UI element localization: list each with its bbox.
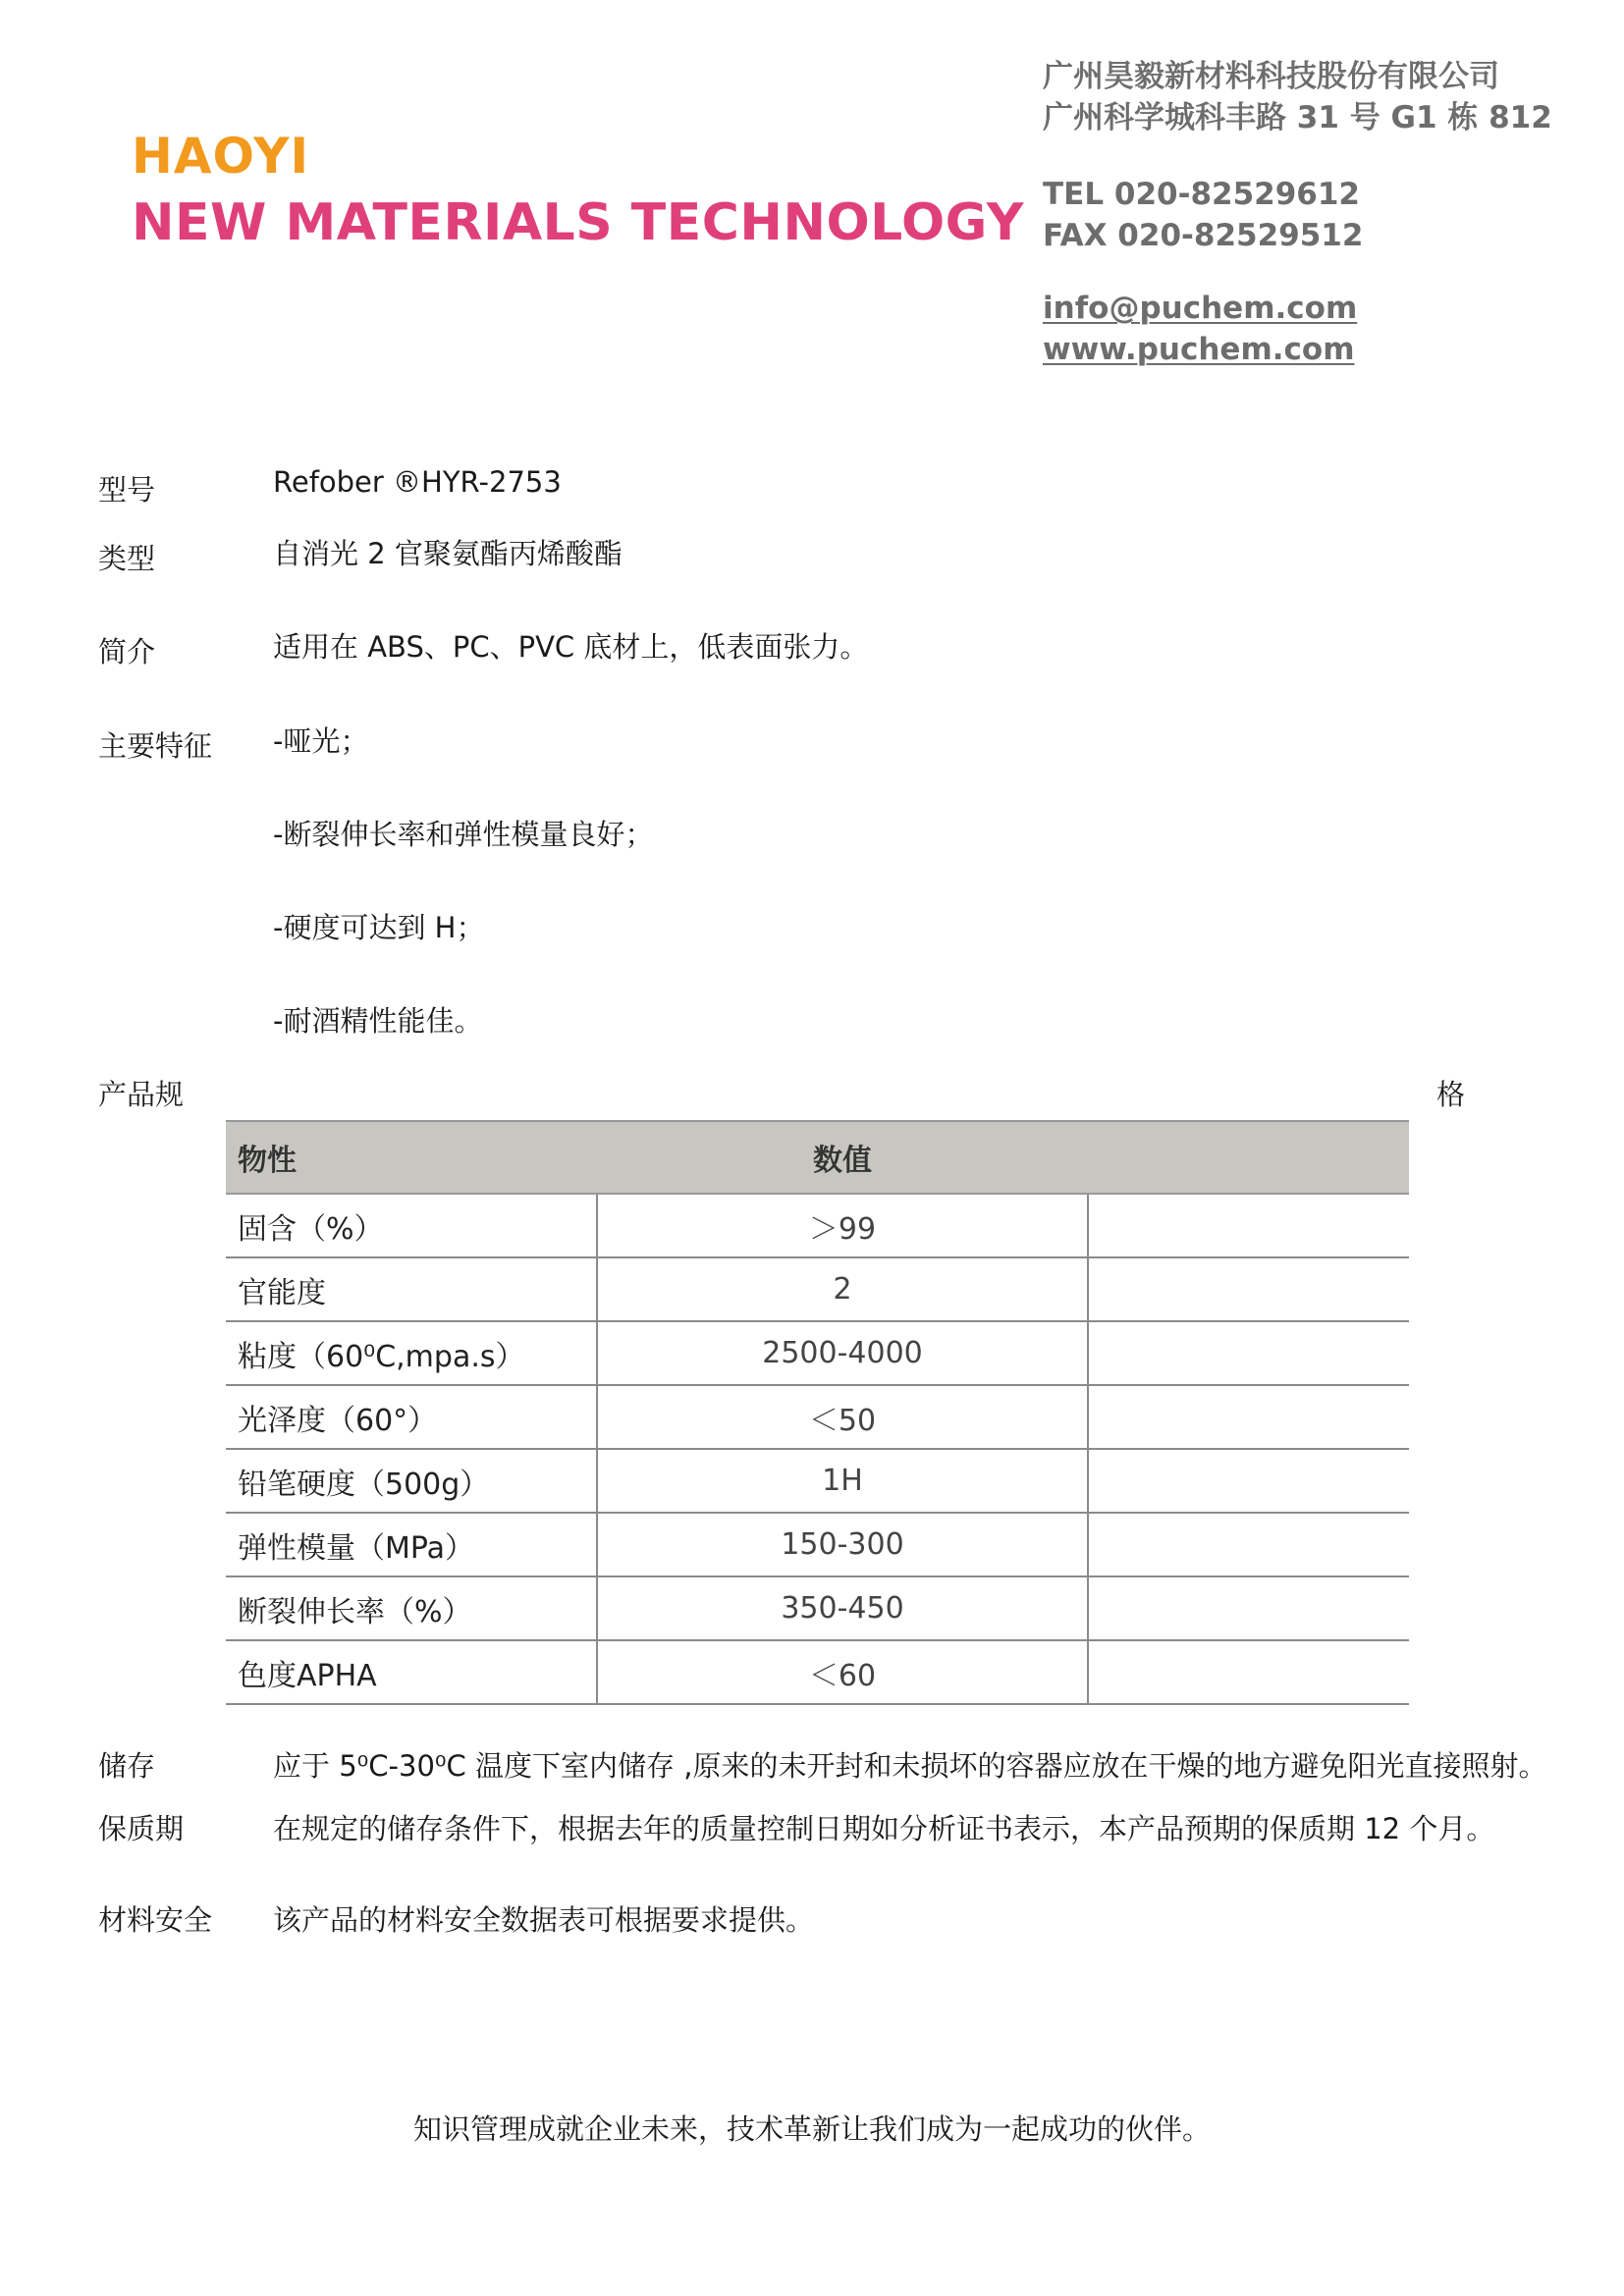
shelf-life-value: 在规定的储存条件下，根据去年的质量控制日期如分析证书表示，本产品预期的保质期 12 个月。	[273, 1812, 1495, 1845]
model-value: Refober ®HYR-2753	[273, 465, 562, 499]
feature-item: -断裂伸长率和弹性模量良好；	[273, 818, 654, 851]
property-cell: 粘度（60⁰C,mpa.s）	[226, 1321, 597, 1385]
table-row	[226, 1385, 1409, 1449]
storage-label: 储存	[98, 1749, 156, 1783]
type-label: 类型	[98, 542, 156, 575]
spec-table-header	[226, 1121, 1409, 1194]
property-cell: 断裂伸长率（%）	[226, 1576, 597, 1640]
shelf-life-label: 保质期	[98, 1812, 185, 1845]
table-row	[226, 1194, 1409, 1257]
specs-label-right: 格	[1436, 1078, 1466, 1111]
company-name: 广州昊毅新材料科技股份有限公司	[1043, 59, 1499, 94]
value-cell: 350-450	[597, 1576, 1088, 1640]
empty-cell	[1088, 1194, 1409, 1257]
value-cell: 2500-4000	[597, 1321, 1088, 1385]
empty-cell	[1088, 1257, 1409, 1321]
features-label: 主要特征	[98, 729, 213, 763]
safety-label: 材料安全	[98, 1903, 213, 1937]
table-row	[226, 1257, 1409, 1321]
feature-item: -哑光；	[273, 724, 369, 758]
empty-cell	[1088, 1385, 1409, 1449]
value-cell: ＜50	[597, 1385, 1088, 1449]
specs-label-left: 产品规	[98, 1078, 185, 1111]
model-label: 型号	[98, 473, 156, 507]
storage-value: 应于 5⁰C-30⁰C 温度下室内储存 ,原来的未开封和未损坏的容器应放在干燥的地方避免阳光直接照射。	[273, 1749, 1547, 1783]
intro-label: 简介	[98, 635, 156, 668]
header-value: 数值	[597, 1121, 1088, 1194]
value-cell: 2	[597, 1257, 1088, 1321]
company-tel: TEL 020-82529612	[1043, 177, 1361, 212]
property-cell: 色度APHA	[226, 1640, 597, 1704]
type-value: 自消光 2 官聚氨酯丙烯酸酯	[273, 537, 623, 570]
property-cell: 官能度	[226, 1257, 597, 1321]
value-cell: ＞99	[597, 1194, 1088, 1257]
value-cell: ＜60	[597, 1640, 1088, 1704]
table-row	[226, 1449, 1409, 1513]
empty-cell	[1088, 1513, 1409, 1576]
property-cell: 固含（%）	[226, 1194, 597, 1257]
property-cell: 弹性模量（MPa）	[226, 1513, 597, 1576]
feature-item: -耐酒精性能佳。	[273, 1004, 483, 1038]
empty-cell	[1088, 1449, 1409, 1513]
company-address: 广州科学城科丰路 31 号 G1 栋 812	[1043, 100, 1552, 135]
table-row	[226, 1576, 1409, 1640]
property-cell: 铅笔硬度（500g）	[226, 1449, 597, 1513]
website-link[interactable]: www.puchem.com	[1043, 332, 1355, 367]
brand-tagline: NEW MATERIALS TECHNOLOGY	[132, 193, 1024, 252]
company-fax: FAX 020-82529512	[1043, 218, 1364, 253]
property-cell: 光泽度（60°）	[226, 1385, 597, 1449]
value-cell: 1H	[597, 1449, 1088, 1513]
empty-cell	[1088, 1321, 1409, 1385]
feature-item: -硬度可达到 H；	[273, 911, 485, 944]
spec-table	[226, 1120, 1409, 1705]
empty-cell	[1088, 1640, 1409, 1704]
table-row	[226, 1640, 1409, 1704]
table-row	[226, 1513, 1409, 1576]
email-link[interactable]: info@puchem.com	[1043, 291, 1358, 326]
header-property: 物性	[226, 1121, 597, 1194]
footer-slogan: 知识管理成就企业未来，技术革新让我们成为一起成功的伙伴。	[412, 2112, 1211, 2146]
safety-value: 该产品的材料安全数据表可根据要求提供。	[273, 1903, 815, 1937]
header-empty	[1088, 1121, 1409, 1194]
brand-name: HAOYI	[132, 128, 310, 185]
table-row	[226, 1321, 1409, 1385]
empty-cell	[1088, 1576, 1409, 1640]
value-cell: 150-300	[597, 1513, 1088, 1576]
intro-value: 适用在 ABS、PC、PVC 底材上，低表面张力。	[273, 630, 869, 664]
